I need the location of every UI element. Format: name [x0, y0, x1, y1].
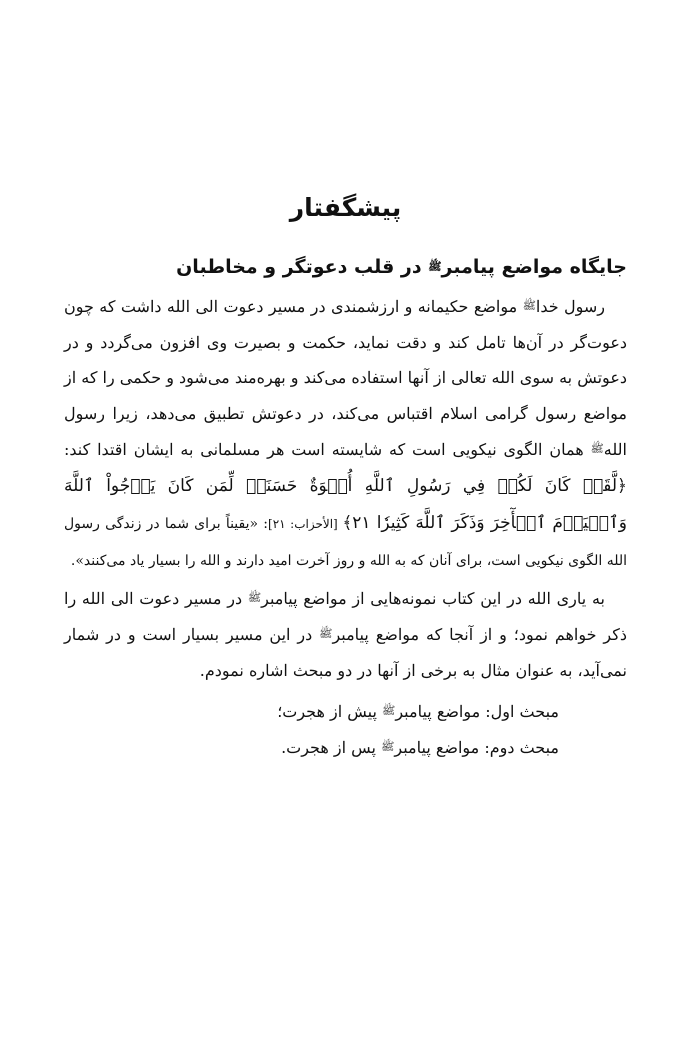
quran-reference: [الأحزاب: ۲۱] — [268, 516, 343, 531]
paragraph-1-part-a: رسول خدا — [535, 297, 606, 316]
paragraph-2-part-c: در این مسیر بسیار است و در شمار نمی‌آید، به عنوان مثال به برخی از آنها در دو مبحث اشاره نمودم. — [64, 625, 627, 680]
chapter-list — [64, 693, 627, 766]
page-content — [64, 176, 627, 766]
list-item-label: مبحث دوم: مواضع پیامبر — [394, 738, 559, 758]
subtitle-part-1: جایگاه مواضع پیامبر — [441, 256, 627, 278]
list-item-suffix: پس از هجرت. — [281, 738, 382, 758]
subtitle-part-2: در قلب دعوتگر و مخاطبان — [176, 256, 429, 278]
pbuh-symbol: ﷺ — [590, 442, 604, 456]
list-item-suffix: پیش از هجرت؛ — [277, 701, 383, 721]
page-title: پیشگفتار — [289, 193, 402, 222]
pbuh-symbol: ﷺ — [382, 703, 396, 717]
paragraph-2-part-b: در مسیر دعوت الی الله را ذکر خواهم نمود؛ و از آنجا که مواضع پیامبر — [64, 588, 627, 645]
paragraph-2-part-a: به یاری الله در این کتاب نمونه‌هایی از مواضع پیامبر — [261, 588, 605, 608]
paragraph-2 — [64, 580, 627, 689]
quran-verse: ﴿لَّقَدۡ كَانَ لَكُمۡ فِي رَسُولِ ٱللَّهِ أُسۡوَةٌ حَسَنَةٞ لِّمَن كَانَ يَرۡجُواْ ٱللَّهَ وَٱلۡيَوۡمَ ٱلۡأٓخِرَ وَذَكَرَ ٱللَّهَ كَثِيرٗا ٢١﴾ — [64, 475, 628, 533]
verse-translation: : «یقیناً برای شما در زندگی رسول الله الگوی نیکویی است، برای آنان که به الله و روز آخرت امید دارند و الله را بسیار یاد می‌کنند». — [64, 515, 627, 570]
pbuh-symbol: ﷺ — [522, 299, 536, 312]
pbuh-symbol: ﷺ — [381, 740, 395, 754]
pbuh-symbol: ﷺ — [428, 260, 442, 273]
section-subtitle — [64, 252, 627, 282]
pbuh-symbol: ﷺ — [319, 627, 333, 641]
paragraph-1-part-b: مواضع حکیمانه و ارزشمندی در مسیر دعوت الی الله داشت که چون دعوت‌گر در آن‌ها تامل کند و دقت نماید، حکمت و بصیرت وی افزون می‌گردد و در دعوتش به سوی الله تعالی از آنها استفاده می‌کند و بهره‌مند می‌شود و حکمی را که از مواضع رسول گرامی اسلام اقتباس می‌کند، در دعوتش تطبیق می‌دهد، زیرا رسول الله — [64, 297, 627, 460]
list-item — [64, 693, 627, 730]
paragraph-1-part-c: همان الگوی نیکویی است که شایسته است هر مسلمانی به ایشان اقتدا کند: — [64, 440, 591, 460]
list-item — [64, 729, 627, 766]
paragraph-1 — [64, 288, 627, 580]
list-item-label: مبحث اول: مواضع پیامبر — [395, 701, 559, 721]
pbuh-symbol: ﷺ — [247, 590, 262, 604]
